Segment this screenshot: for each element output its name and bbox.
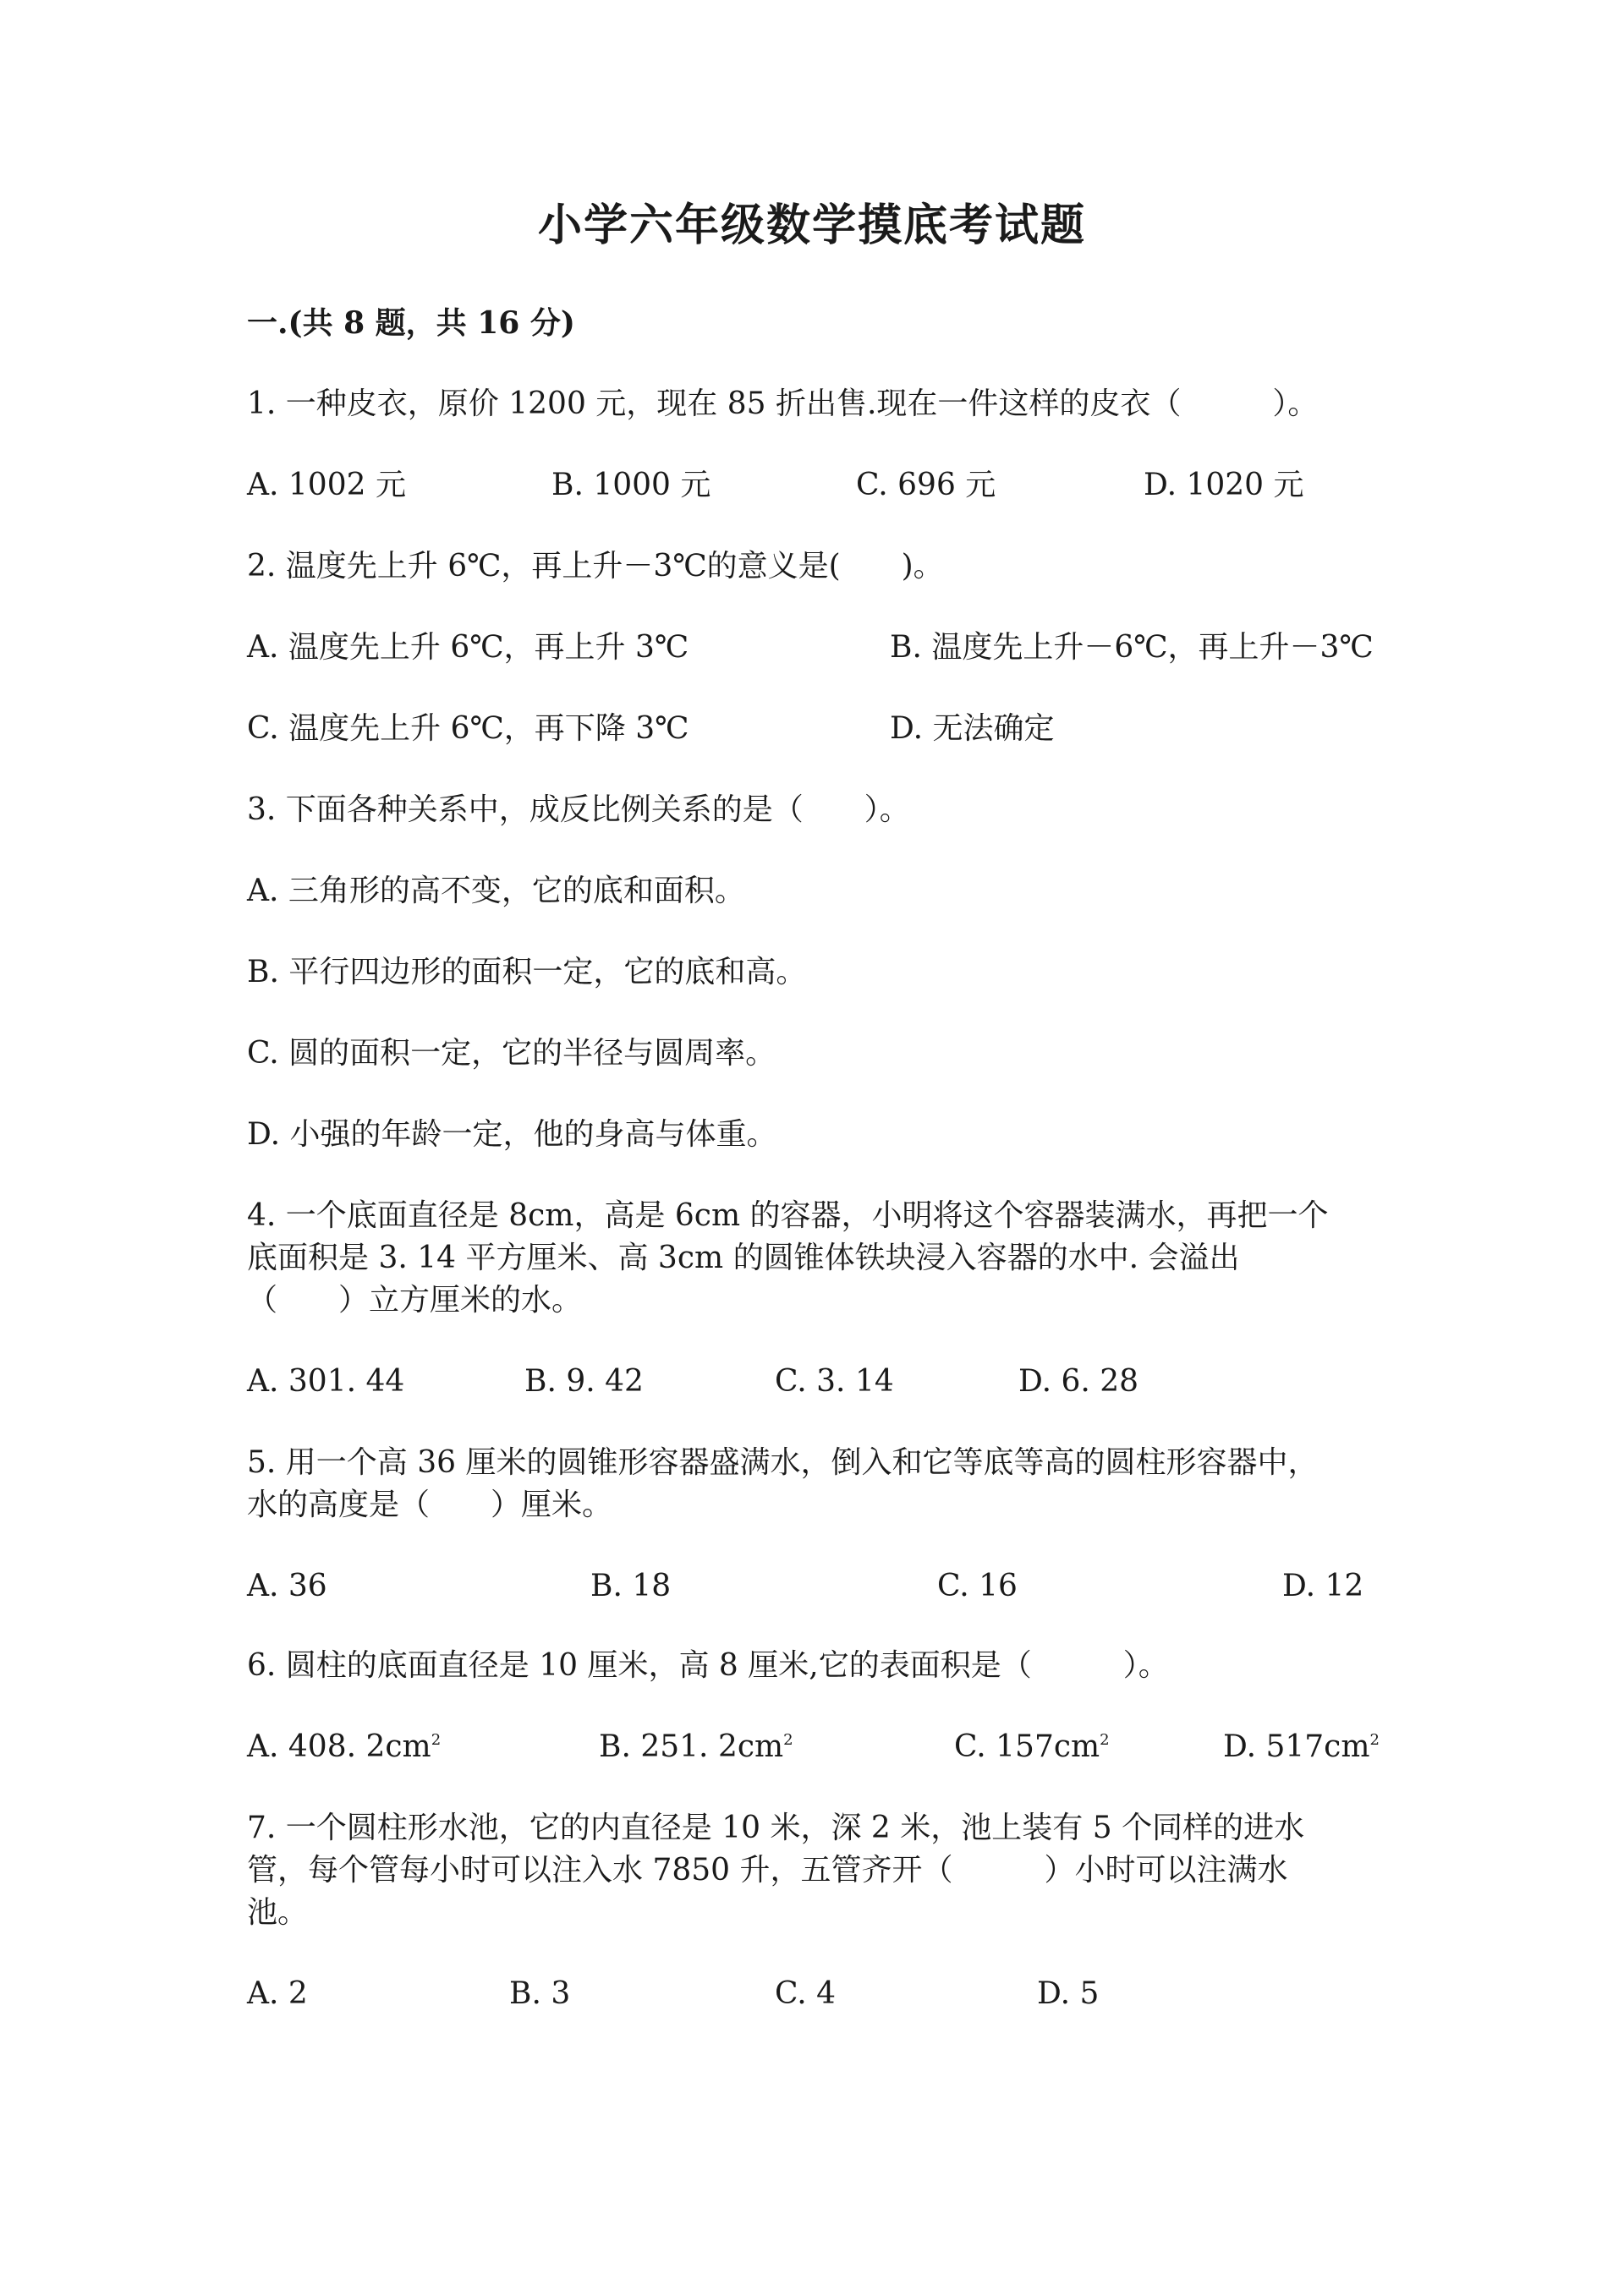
q2-option-c: C. 温度先上升 6℃，再下降 3℃ xyxy=(247,711,689,746)
q3-option-a: A. 三角形的高不变，它的底和面积。 xyxy=(247,874,745,908)
q7-option-b: B. 3 xyxy=(509,1976,571,2011)
q2-option-b: B. 温度先上升－6℃，再上升－3℃ xyxy=(890,630,1374,665)
q7-option-c: C. 4 xyxy=(775,1976,837,2011)
question-3-text: 3. 下面各种关系中，成反比例关系的是（ ）。 xyxy=(247,792,910,827)
q7-option-d: D. 5 xyxy=(1037,1976,1100,2011)
q1-option-a: A. 1002 元 xyxy=(247,468,406,502)
q4-option-d: D. 6. 28 xyxy=(1018,1364,1139,1399)
q3-option-d: D. 小强的年龄一定，他的身高与体重。 xyxy=(247,1117,777,1152)
q3-option-b: B. 平行四边形的面积一定，它的底和高。 xyxy=(247,955,807,989)
q2-option-d: D. 无法确定 xyxy=(890,711,1055,746)
section-heading: 一.(共 8 题，共 16 分) xyxy=(247,305,575,341)
question-7-text-line-1: 7. 一个圆柱形水池，它的内直径是 10 米，深 2 米，池上装有 5 个同样的进水 xyxy=(247,1811,1305,1845)
q4-option-a: A. 301. 44 xyxy=(247,1364,405,1399)
page-title: 小学六年级数学摸底考试题 xyxy=(537,200,1086,251)
q6-option-d-exponent: 2 xyxy=(1369,1731,1380,1749)
q5-option-c: C. 16 xyxy=(937,1569,1018,1603)
question-2-text: 2. 温度先上升 6℃，再上升－3℃的意义是( )。 xyxy=(247,549,944,584)
q6-option-c xyxy=(954,1725,1110,1769)
question-6-text: 6. 圆柱的底面直径是 10 厘米，高 8 厘米,它的表面积是（ ）。 xyxy=(247,1648,1169,1683)
q4-option-c: C. 3. 14 xyxy=(775,1364,894,1399)
q6-option-a-label: A. 408. 2cm xyxy=(247,1729,431,1764)
q5-option-d: D. 12 xyxy=(1282,1569,1364,1603)
q6-option-a xyxy=(247,1725,441,1769)
question-7-text-line-3: 池。 xyxy=(247,1895,309,1930)
q6-option-d-label: D. 517cm xyxy=(1223,1729,1370,1764)
question-4-text-line-2: 底面积是 3. 14 平方厘米、高 3cm 的圆锥体铁块浸入容器的水中. 会溢出 xyxy=(247,1241,1240,1275)
question-5-text-line-1: 5. 用一个高 36 厘米的圆锥形容器盛满水，倒入和它等底等高的圆柱形容器中， xyxy=(247,1445,1319,1480)
q6-option-b-label: B. 251. 2cm xyxy=(599,1729,784,1764)
q7-option-a: A. 2 xyxy=(247,1976,308,2011)
question-5-text-line-2: 水的高度是（ ）厘米。 xyxy=(247,1488,613,1522)
q3-option-c: C. 圆的面积一定，它的半径与圆周率。 xyxy=(247,1036,776,1071)
q5-option-b: B. 18 xyxy=(590,1569,672,1603)
q6-option-b-exponent: 2 xyxy=(783,1731,793,1749)
q4-option-b: B. 9. 42 xyxy=(524,1364,644,1399)
q6-option-b xyxy=(599,1725,793,1769)
q6-option-a-exponent: 2 xyxy=(431,1731,442,1749)
q6-option-c-label: C. 157cm xyxy=(954,1729,1100,1764)
question-7-text-line-2: 管，每个管每小时可以注入水 7850 升，五管齐开（ ）小时可以注满水 xyxy=(247,1853,1288,1888)
q1-option-c: C. 696 元 xyxy=(856,468,996,502)
q2-option-a: A. 温度先上升 6℃，再上升 3℃ xyxy=(247,630,689,665)
q6-option-d xyxy=(1223,1725,1380,1769)
question-4-text-line-3: （ ）立方厘米的水。 xyxy=(247,1283,583,1318)
q1-option-d: D. 1020 元 xyxy=(1144,468,1304,502)
q1-option-b: B. 1000 元 xyxy=(551,468,711,502)
q5-option-a: A. 36 xyxy=(247,1569,327,1603)
question-4-text-line-1: 4. 一个底面直径是 8cm，高是 6cm 的容器，小明将这个容器装满水，再把一个 xyxy=(247,1198,1329,1233)
question-1-text: 1. 一种皮衣，原价 1200 元，现在 85 折出售.现在一件这样的皮衣（ ）。 xyxy=(247,386,1319,421)
q6-option-c-exponent: 2 xyxy=(1100,1731,1110,1749)
